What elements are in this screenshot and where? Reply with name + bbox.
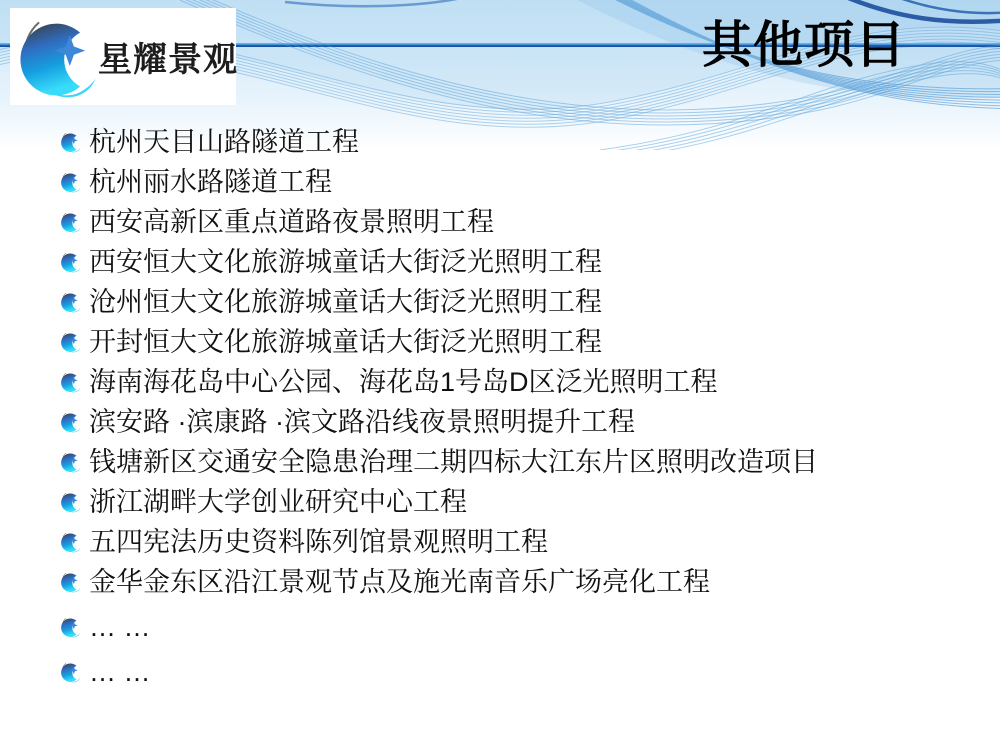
- crescent-star-bullet-icon: [60, 291, 81, 313]
- project-list-item: [60, 482, 960, 522]
- project-name: … …: [89, 657, 151, 687]
- project-list-item: [60, 202, 960, 242]
- project-name: 西安高新区重点道路夜景照明工程: [89, 207, 494, 237]
- crescent-star-bullet-icon: [60, 331, 81, 353]
- project-name: … …: [89, 612, 151, 642]
- project-list-item: [60, 442, 960, 482]
- project-name: 杭州天目山路隧道工程: [89, 127, 359, 157]
- crescent-star-bullet-icon: [60, 491, 81, 513]
- project-name: 开封恒大文化旅游城童话大街泛光照明工程: [89, 327, 602, 357]
- company-logo: [10, 8, 236, 105]
- project-list-item: [60, 122, 960, 162]
- project-list-item: [60, 562, 960, 602]
- project-list: [60, 122, 960, 692]
- project-name: 滨安路 ·滨康路 ·滨文路沿线夜景照明提升工程: [89, 407, 635, 437]
- crescent-star-logo-icon: [16, 14, 98, 100]
- crescent-star-bullet-icon: [60, 531, 81, 553]
- project-list-item: [60, 322, 960, 362]
- page-title: 其他项目: [702, 17, 906, 73]
- project-name: 五四宪法历史资料陈列馆景观照明工程: [89, 527, 548, 557]
- project-list-item: [60, 652, 960, 692]
- project-name: 杭州丽水路隧道工程: [89, 167, 332, 197]
- crescent-star-bullet-icon: [60, 411, 81, 433]
- crescent-star-bullet-icon: [60, 616, 81, 638]
- project-list-item: [60, 362, 960, 402]
- project-list-item: [60, 607, 960, 647]
- project-list-item: [60, 282, 960, 322]
- project-name: 金华金东区沿江景观节点及施光南音乐广场亮化工程: [89, 567, 710, 597]
- project-list-item: [60, 522, 960, 562]
- crescent-star-bullet-icon: [60, 661, 81, 683]
- project-list-item: [60, 162, 960, 202]
- company-name: 星耀景观: [98, 42, 238, 79]
- crescent-star-bullet-icon: [60, 211, 81, 233]
- crescent-star-bullet-icon: [60, 131, 81, 153]
- project-name: 海南海花岛中心公园、海花岛1号岛D区泛光照明工程: [89, 367, 718, 397]
- crescent-star-bullet-icon: [60, 451, 81, 473]
- project-name: 西安恒大文化旅游城童话大街泛光照明工程: [89, 247, 602, 277]
- crescent-star-bullet-icon: [60, 251, 81, 273]
- crescent-star-bullet-icon: [60, 371, 81, 393]
- crescent-star-bullet-icon: [60, 171, 81, 193]
- project-list-item: [60, 402, 960, 442]
- project-name: 钱塘新区交通安全隐患治理二期四标大江东片区照明改造项目: [89, 447, 818, 477]
- crescent-star-bullet-icon: [60, 571, 81, 593]
- project-name: 沧州恒大文化旅游城童话大街泛光照明工程: [89, 287, 602, 317]
- project-name: 浙江湖畔大学创业研究中心工程: [89, 487, 467, 517]
- project-list-item: [60, 242, 960, 282]
